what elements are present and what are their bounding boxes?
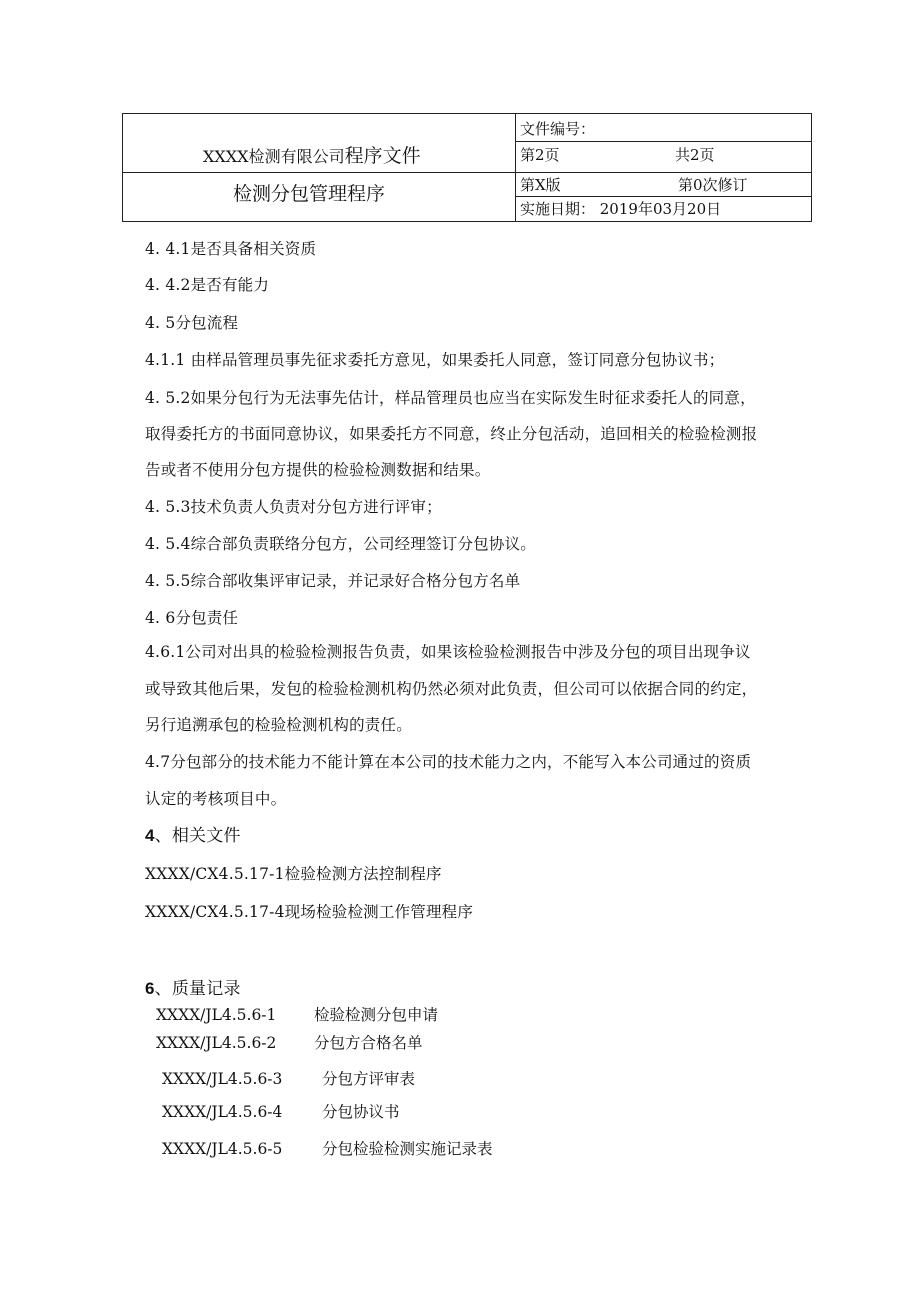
related-doc-item: XXXX/CX4.5.17-1检验检测方法控制程序 <box>145 865 442 883</box>
paragraph: 4.1.1 由样品管理员事先征求委托方意见，如果委托人同意，签订同意分包协议书； <box>145 351 725 369</box>
header-divider <box>516 172 811 173</box>
paragraph: 4. 5.5综合部收集评审记录，并记录好合格分包方名单 <box>145 572 521 590</box>
quality-records-heading <box>145 980 835 998</box>
record-name: 检验检测分包申请 <box>314 1006 439 1024</box>
paragraph: 4.7分包部分的技术能力不能计算在本公司的技术能力之内，不能写入本公司通过的资质 <box>145 753 752 771</box>
section-title: 、质量记录 <box>154 979 241 999</box>
header-divider <box>516 141 811 142</box>
paragraph: 4. 5.4综合部负责联络分包方，公司经理签订分包协议。 <box>145 535 536 553</box>
file-number-label: 文件编号： <box>520 120 596 138</box>
paragraph: 4. 5.3技术负责人负责对分包方进行评审； <box>145 498 442 516</box>
revision: 第0次修订 <box>678 176 748 194</box>
record-name: 分包检验检测实施记录表 <box>322 1140 493 1158</box>
record-item <box>162 1103 400 1121</box>
section-number: 4 <box>145 826 155 845</box>
paragraph: 或导致其他后果，发包的检验检测机构仍然必须对此负责，但公司可以依据合同的约定， <box>145 680 758 698</box>
procedure-title: 检测分包管理程序 <box>233 183 386 205</box>
record-code: XXXX/JL4.5.6-5 <box>162 1140 283 1158</box>
section-number: 6 <box>145 979 155 998</box>
record-item <box>156 1034 423 1052</box>
record-item <box>156 1006 439 1024</box>
related-docs-heading <box>145 827 835 845</box>
total-pages: 共2页 <box>675 146 715 164</box>
paragraph: 取得委托方的书面同意协议，如果委托方不同意，终止分包活动，追回相关的检验检测报 <box>145 425 758 443</box>
record-name: 分包协议书 <box>322 1103 400 1121</box>
record-item <box>162 1070 416 1088</box>
paragraph: 认定的考核项目中。 <box>145 790 287 808</box>
header-divider <box>515 114 516 221</box>
header-divider <box>516 196 811 197</box>
record-code: XXXX/JL4.5.6-2 <box>156 1034 277 1052</box>
paragraph: 4. 5.2如果分包行为无法事先估计，样品管理员也应当在实际发生时征求委托人的同意， <box>145 389 756 407</box>
record-code: XXXX/JL4.5.6-4 <box>162 1103 283 1121</box>
related-doc-item: XXXX/CX4.5.17-4现场检验检测工作管理程序 <box>145 903 474 921</box>
edition: 第X版 <box>520 176 561 194</box>
paragraph: 另行追溯承包的检验检测机构的责任。 <box>145 716 412 734</box>
paragraph: 4. 4.1是否具备相关资质 <box>145 240 317 258</box>
company-name: XXXX检测有限公司 <box>203 147 345 166</box>
header-divider <box>123 172 515 173</box>
paragraph: 4. 6分包责任 <box>145 609 239 627</box>
paragraph: 4.6.1公司对出具的检验检测报告负责，如果该检验检测报告中涉及分包的项目出现争议 <box>145 643 751 661</box>
document-header-table <box>122 113 812 222</box>
paragraph: 4. 4.2是否有能力 <box>145 276 270 294</box>
implementation-date: 实施日期： 2019年03月20日 <box>520 200 722 218</box>
record-code: XXXX/JL4.5.6-3 <box>162 1070 283 1088</box>
record-name: 分包方合格名单 <box>314 1034 423 1052</box>
section-title: 、相关文件 <box>154 826 241 846</box>
record-item <box>162 1140 493 1158</box>
doc-type: 程序文件 <box>344 145 421 167</box>
record-name: 分包方评审表 <box>322 1070 416 1088</box>
page-number: 第2页 <box>520 146 560 164</box>
paragraph: 4. 5分包流程 <box>145 314 239 332</box>
record-code: XXXX/JL4.5.6-1 <box>156 1006 277 1024</box>
company-doc-type <box>203 147 421 166</box>
paragraph: 告或者不使用分包方提供的检验检测数据和结果。 <box>145 461 491 479</box>
